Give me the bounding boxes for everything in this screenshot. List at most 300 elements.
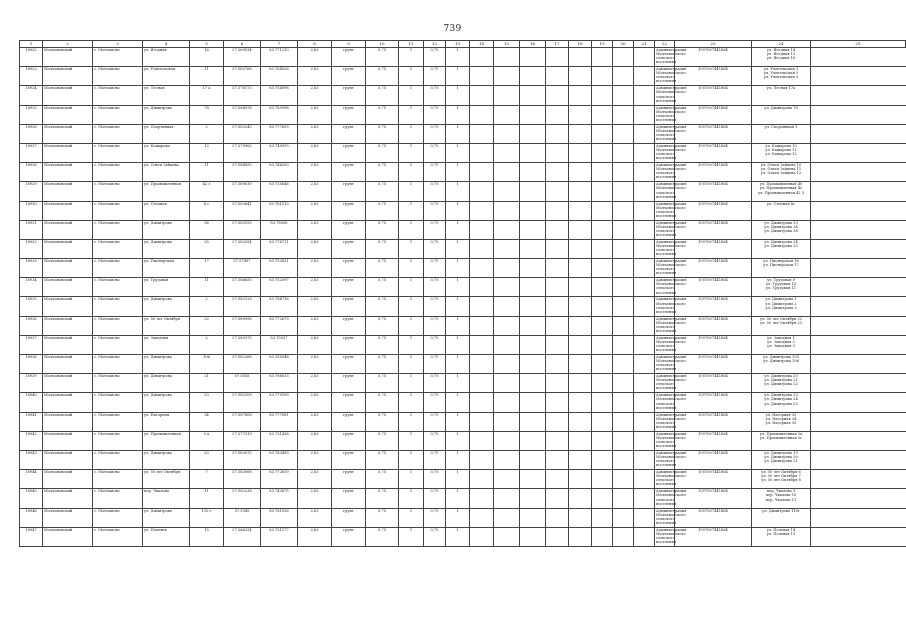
table-row [20, 316, 906, 335]
surface-cell: грунт [332, 86, 366, 105]
house-cell: 17 а [190, 86, 224, 105]
empty-cell [494, 297, 520, 316]
longitude-cell: 83.772619 [261, 470, 298, 489]
page-number: 739 [443, 24, 462, 34]
empty-cell [546, 201, 569, 220]
empty-cell [494, 259, 520, 278]
latitude-cell: 57.583193 [224, 220, 261, 239]
empty-cell [569, 48, 592, 67]
address-line: ул. Димитрова 20 [764, 374, 798, 379]
owner-line: Администрация [656, 297, 687, 302]
value-cell: 0,75 [366, 48, 399, 67]
address-cell [752, 450, 811, 469]
empty-cell [494, 355, 520, 374]
empty-cell [634, 527, 655, 546]
ogrn-cell: 1057007441864 [675, 489, 752, 508]
value-cell: 0,75 [424, 335, 446, 354]
empty-cell [634, 182, 655, 201]
owner-cell [655, 278, 687, 297]
empty-cell [470, 163, 494, 182]
address-cell [752, 335, 811, 354]
value-cell: 1 [399, 431, 424, 450]
address-cell [752, 48, 811, 67]
empty-cell [546, 163, 569, 182]
empty-cell [569, 67, 592, 86]
empty-cell [613, 86, 634, 105]
latitude-cell: 57.580375 [224, 335, 261, 354]
value-cell: 1 [399, 163, 424, 182]
ogrn-cell: 1057007441864 [675, 182, 752, 201]
column-number: 4 [143, 41, 190, 48]
village-cell: с. Молчаново [93, 239, 143, 258]
address-cell [752, 105, 811, 124]
value-cell: 0,75 [424, 163, 446, 182]
empty-cell [546, 527, 569, 546]
house-cell: 12 [190, 143, 224, 162]
district-cell: Молчановский [43, 86, 93, 105]
table-row [20, 105, 906, 124]
ogrn-cell: 1057007441864 [675, 278, 752, 297]
owner-line: Администрация [656, 259, 687, 264]
empty-cell [569, 470, 592, 489]
ogrn-cell: 1057007441864 [675, 374, 752, 393]
street-cell: ул. Димитрова [143, 374, 190, 393]
column-number: 6 [224, 41, 261, 48]
empty-cell [634, 297, 655, 316]
ogrn-cell: 1057007441864 [675, 412, 752, 431]
village-cell: с. Молчаново [93, 374, 143, 393]
longitude-cell: 83.777081 [261, 412, 298, 431]
table-row [20, 412, 906, 431]
value-cell: 1 [399, 259, 424, 278]
district-cell: Молчановский [43, 239, 93, 258]
empty-cell [546, 297, 569, 316]
empty-cell [520, 201, 546, 220]
address-line: ул. Кашарова 12 [765, 152, 797, 157]
house-cell: 15 [190, 527, 224, 546]
surface-cell: грунт [332, 412, 366, 431]
empty-cell [470, 86, 494, 105]
ogrn-cell: 1057007441864 [675, 450, 752, 469]
district-cell: Молчановский [43, 220, 93, 239]
ogrn-cell: 1057007441864 [675, 297, 752, 316]
ogrn-cell: 1057007441864 [675, 105, 752, 124]
empty-cell [520, 239, 546, 258]
width-cell: 2,63 [298, 201, 332, 220]
district-cell: Молчановский [43, 182, 93, 201]
street-cell: ул. Ольги Зайцева [143, 163, 190, 182]
empty-cell [546, 450, 569, 469]
longitude-cell: 83.778711 [261, 239, 298, 258]
owner-line: поселения [656, 79, 677, 84]
value-cell: 1 [399, 201, 424, 220]
row-id-cell: 18930 [20, 201, 43, 220]
longitude-cell: 83.777655 [261, 124, 298, 143]
latitude-cell: 57.586254 [224, 527, 261, 546]
empty-cell [546, 278, 569, 297]
address-cell [752, 355, 811, 374]
address-line: ул. Димитрова 106 [763, 359, 799, 364]
empty-cell [592, 297, 613, 316]
empty-cell [613, 259, 634, 278]
owner-line: поселения [656, 367, 677, 372]
owner-line: Молчановского сельского [656, 148, 686, 157]
column-number: 25 [811, 41, 906, 48]
empty-cell [546, 259, 569, 278]
row-id-cell: 18938 [20, 355, 43, 374]
village-cell: с. Молчаново [93, 412, 143, 431]
address-line: ул. 50 лет Октября 7 [761, 474, 801, 479]
table-row [20, 220, 906, 239]
owner-line: Молчановского сельского [656, 205, 686, 214]
empty-cell [592, 508, 613, 527]
latitude-cell: 57.583245 [224, 124, 261, 143]
latitude-cell: 57.569019 [224, 182, 261, 201]
address-line: ул. Димитрова 2 [765, 301, 797, 306]
empty-cell [592, 163, 613, 182]
district-cell: Молчановский [43, 431, 93, 450]
empty-cell [569, 374, 592, 393]
street-cell: ул. Димитрова [143, 393, 190, 412]
empty-cell [634, 201, 655, 220]
empty-cell [520, 86, 546, 105]
empty-cell [634, 489, 655, 508]
house-cell: 11 [190, 278, 224, 297]
address-line: ул. Ягодная 15 [766, 52, 796, 57]
value-cell: 1 [399, 527, 424, 546]
longitude-cell: 83.764926 [261, 67, 298, 86]
empty-cell [470, 105, 494, 124]
value-cell: 0,75 [424, 143, 446, 162]
address-line: ул. Димитрова 22 [764, 382, 798, 387]
empty-cell [613, 335, 634, 354]
value-cell: 0,75 [424, 508, 446, 527]
width-cell: 2,63 [298, 412, 332, 431]
value-cell: 0,75 [424, 489, 446, 508]
owner-line: Молчановского сельского [656, 128, 686, 137]
district-cell: Молчановский [43, 259, 93, 278]
row-id-cell: 18936 [20, 316, 43, 335]
owner-line: Администрация [656, 182, 687, 187]
empty-cell [494, 489, 520, 508]
empty-cell [634, 316, 655, 335]
address-line: ул. Трудовая 10 [765, 282, 797, 287]
empty-cell [470, 239, 494, 258]
column-number: 14 [470, 41, 494, 48]
row-id-cell: 18944 [20, 470, 43, 489]
owner-line: Администрация [656, 48, 687, 52]
owner-line: поселения [656, 328, 677, 333]
street-cell: ул. Заводная [143, 335, 190, 354]
house-cell: 42 з [190, 182, 224, 201]
address-line: ул. 50 лет Октября 23 [760, 320, 802, 325]
address-line: ул. Димитрова 33 [764, 220, 798, 225]
row-id-cell: 18925 [20, 105, 43, 124]
column-number: 17 [546, 41, 569, 48]
surface-cell: грунт [332, 201, 366, 220]
street-cell: ул. Димитрова [143, 508, 190, 527]
empty-cell [494, 316, 520, 335]
empty-cell [520, 259, 546, 278]
ogrn-cell: 1057007441864 [675, 163, 752, 182]
row-id-cell: 18942 [20, 431, 43, 450]
address-line: ул. Димитрова 24 [764, 397, 798, 402]
row-id-cell: 18927 [20, 143, 43, 162]
empty-cell [592, 412, 613, 431]
empty-cell [520, 67, 546, 86]
street-cell: ул. Учительская [143, 67, 190, 86]
empty-cell [569, 278, 592, 297]
empty-cell [520, 143, 546, 162]
address-line: ул. Димитрова 1 [765, 297, 797, 302]
empty-cell [470, 220, 494, 239]
empty-cell [470, 489, 494, 508]
empty-cell [569, 182, 592, 201]
street-cell: ул. Димитрова [143, 220, 190, 239]
address-line: ул. Кашарова 11 [765, 148, 797, 153]
column-number: 21 [634, 41, 655, 48]
empty-cell [494, 105, 520, 124]
empty-cell [470, 297, 494, 316]
empty-cell [634, 470, 655, 489]
value-cell: 0,75 [366, 201, 399, 220]
owner-line: Молчановского сельского [656, 52, 686, 61]
empty-cell [546, 393, 569, 412]
value-cell: 1 [446, 220, 470, 239]
empty-cell [569, 124, 592, 143]
value-cell: 0,75 [366, 297, 399, 316]
owner-line: поселения [656, 482, 677, 487]
empty-cell [494, 527, 520, 546]
empty-cell [520, 489, 546, 508]
empty-cell [494, 278, 520, 297]
empty-cell [569, 412, 592, 431]
street-cell: ул. Димитрова [143, 450, 190, 469]
owner-line: Молчановского сельского [656, 531, 686, 540]
latitude-cell: 57.587808 [224, 412, 261, 431]
value-cell: 1 [399, 105, 424, 124]
address-line: ул. Трудовая 11 [765, 286, 797, 291]
village-cell: с. Молчаново [93, 508, 143, 527]
empty-cell [470, 67, 494, 86]
empty-cell [569, 335, 592, 354]
row-id-cell: 18924 [20, 86, 43, 105]
ogrn-cell: 1057007441864 [675, 470, 752, 489]
owner-cell [655, 374, 687, 393]
empty-cell [634, 335, 655, 354]
ogrn-cell: 1057007441864 [675, 86, 752, 105]
empty-cell [592, 105, 613, 124]
empty-cell [520, 374, 546, 393]
street-cell: ул. Ягодная [143, 48, 190, 67]
address-line: ул. Промышленная 42 3 [757, 190, 805, 195]
owner-line: Молчановского сельского [656, 339, 686, 348]
empty-cell [592, 355, 613, 374]
owner-cell [655, 527, 687, 546]
value-cell: 1 [399, 489, 424, 508]
empty-cell [494, 374, 520, 393]
owner-line: Молчановского сельского [656, 359, 686, 368]
empty-cell [634, 431, 655, 450]
value-cell: 1 [399, 393, 424, 412]
surface-cell: грунт [332, 335, 366, 354]
district-cell: Молчановский [43, 412, 93, 431]
owner-line: Администрация [656, 374, 687, 379]
latitude-cell: 57.582129 [224, 297, 261, 316]
empty-cell [569, 220, 592, 239]
owner-line: Молчановского сельского [656, 512, 686, 521]
address-cell [752, 220, 811, 239]
empty-cell [592, 335, 613, 354]
empty-cell [470, 316, 494, 335]
empty-cell [634, 508, 655, 527]
address-line: ул. Трудовая 9 [767, 278, 795, 283]
empty-cell [494, 48, 520, 67]
district-cell: Молчановский [43, 105, 93, 124]
owner-line: Молчановского сельского [656, 224, 686, 233]
address-cell [752, 201, 811, 220]
row-id-cell: 18929 [20, 182, 43, 201]
address-line: ул. 50 лет Октября 8 [761, 478, 801, 483]
empty-cell [569, 297, 592, 316]
empty-cell [494, 508, 520, 527]
empty-cell [613, 220, 634, 239]
column-number: 1 [20, 41, 43, 48]
longitude-cell: 83.761513 [261, 201, 298, 220]
empty-cell [520, 470, 546, 489]
latitude-cell: 57.584855 [224, 163, 261, 182]
empty-cell [569, 431, 592, 450]
width-cell: 2,63 [298, 527, 332, 546]
address-cell [752, 470, 811, 489]
empty-cell [520, 182, 546, 201]
empty-cell [494, 182, 520, 201]
table-row [20, 67, 906, 86]
empty-cell [613, 374, 634, 393]
empty-cell [470, 143, 494, 162]
house-cell: 110 г [190, 508, 224, 527]
row-id-cell: 18940 [20, 393, 43, 412]
empty-cell [520, 412, 546, 431]
owner-line: Молчановского сельского [656, 435, 686, 444]
longitude-cell: 83.731438 [261, 431, 298, 450]
district-cell: Молчановский [43, 143, 93, 162]
address-line: ул. Ягодная 14 [766, 48, 796, 52]
empty-cell [546, 67, 569, 86]
longitude-cell: 83.783499 [261, 450, 298, 469]
column-number: 12 [424, 41, 446, 48]
empty-cell [634, 412, 655, 431]
empty-cell [546, 182, 569, 201]
ogrn-cell: 1057007441864 [675, 393, 752, 412]
house-cell: 23 [190, 393, 224, 412]
value-cell: 0,75 [366, 489, 399, 508]
value-cell: 1 [399, 335, 424, 354]
address-line: ул. Димитрова 20 [764, 455, 798, 460]
address-line: ул. Димитрова 110г [762, 508, 800, 513]
house-cell: 21 [190, 374, 224, 393]
column-number-row [20, 41, 906, 48]
surface-cell: грунт [332, 393, 366, 412]
address-cell [752, 278, 811, 297]
district-cell: Молчановский [43, 508, 93, 527]
empty-cell [520, 450, 546, 469]
address-line: ул. Полевая 15 [766, 531, 796, 536]
empty-cell [520, 393, 546, 412]
empty-cell [613, 431, 634, 450]
row-id-cell: 18932 [20, 239, 43, 258]
value-cell: 1 [399, 67, 424, 86]
empty-cell [520, 335, 546, 354]
value-cell: 1 [399, 278, 424, 297]
empty-cell [634, 86, 655, 105]
empty-cell [613, 48, 634, 67]
empty-cell [546, 412, 569, 431]
empty-cell [546, 105, 569, 124]
table-row [20, 124, 906, 143]
owner-line: поселения [656, 194, 677, 199]
width-cell: 2,63 [298, 278, 332, 297]
owner-cell [655, 182, 687, 201]
owner-line: поселения [656, 175, 677, 180]
empty-cell [569, 201, 592, 220]
value-cell: 1 [446, 489, 470, 508]
owner-line: поселения [656, 213, 677, 218]
village-cell: с. Молчаново [93, 431, 143, 450]
district-cell: Молчановский [43, 335, 93, 354]
owner-cell [655, 86, 687, 105]
table-row [20, 86, 906, 105]
value-cell: 1 [446, 393, 470, 412]
longitude-cell: 83.783998 [261, 105, 298, 124]
empty-cell [520, 431, 546, 450]
empty-cell [470, 374, 494, 393]
empty-cell [546, 431, 569, 450]
owner-line: Молчановского сельского [656, 90, 686, 99]
street-cell: ул. Нагорная [143, 412, 190, 431]
owner-line: поселения [656, 309, 677, 314]
ogrn-cell: 1057007441864 [675, 527, 752, 546]
value-cell: 0,75 [424, 239, 446, 258]
address-line: ул. Промышленная 2а [759, 431, 803, 436]
width-cell: 2,63 [298, 105, 332, 124]
house-cell: 22 [190, 316, 224, 335]
address-line: ул. Димитрова 19 [764, 450, 798, 455]
row-id-cell: 18937 [20, 335, 43, 354]
village-cell: с. Молчаново [93, 450, 143, 469]
owner-cell [655, 220, 687, 239]
owner-line: Администрация [656, 239, 687, 244]
district-cell: Молчановский [43, 527, 93, 546]
ogrn-cell: 1057007441864 [675, 67, 752, 86]
empty-cell [613, 278, 634, 297]
value-cell: 1 [399, 355, 424, 374]
empty-cell [494, 412, 520, 431]
latitude-cell: 57.583641 [224, 201, 261, 220]
table-row [20, 431, 906, 450]
empty-cell [494, 67, 520, 86]
width-cell: 2,63 [298, 220, 332, 239]
longitude-cell: 83.746200 [261, 163, 298, 182]
width-cell: 2,63 [298, 431, 332, 450]
owner-line: Администрация [656, 201, 687, 206]
address-line: ул. Нагорная 34 [765, 416, 797, 421]
street-cell: ул. Промышленная [143, 431, 190, 450]
empty-cell [613, 201, 634, 220]
longitude-cell: 83.75537 [261, 335, 298, 354]
latitude-cell: 57.576173 [224, 86, 261, 105]
street-cell: ул. 50 лет Октября [143, 470, 190, 489]
